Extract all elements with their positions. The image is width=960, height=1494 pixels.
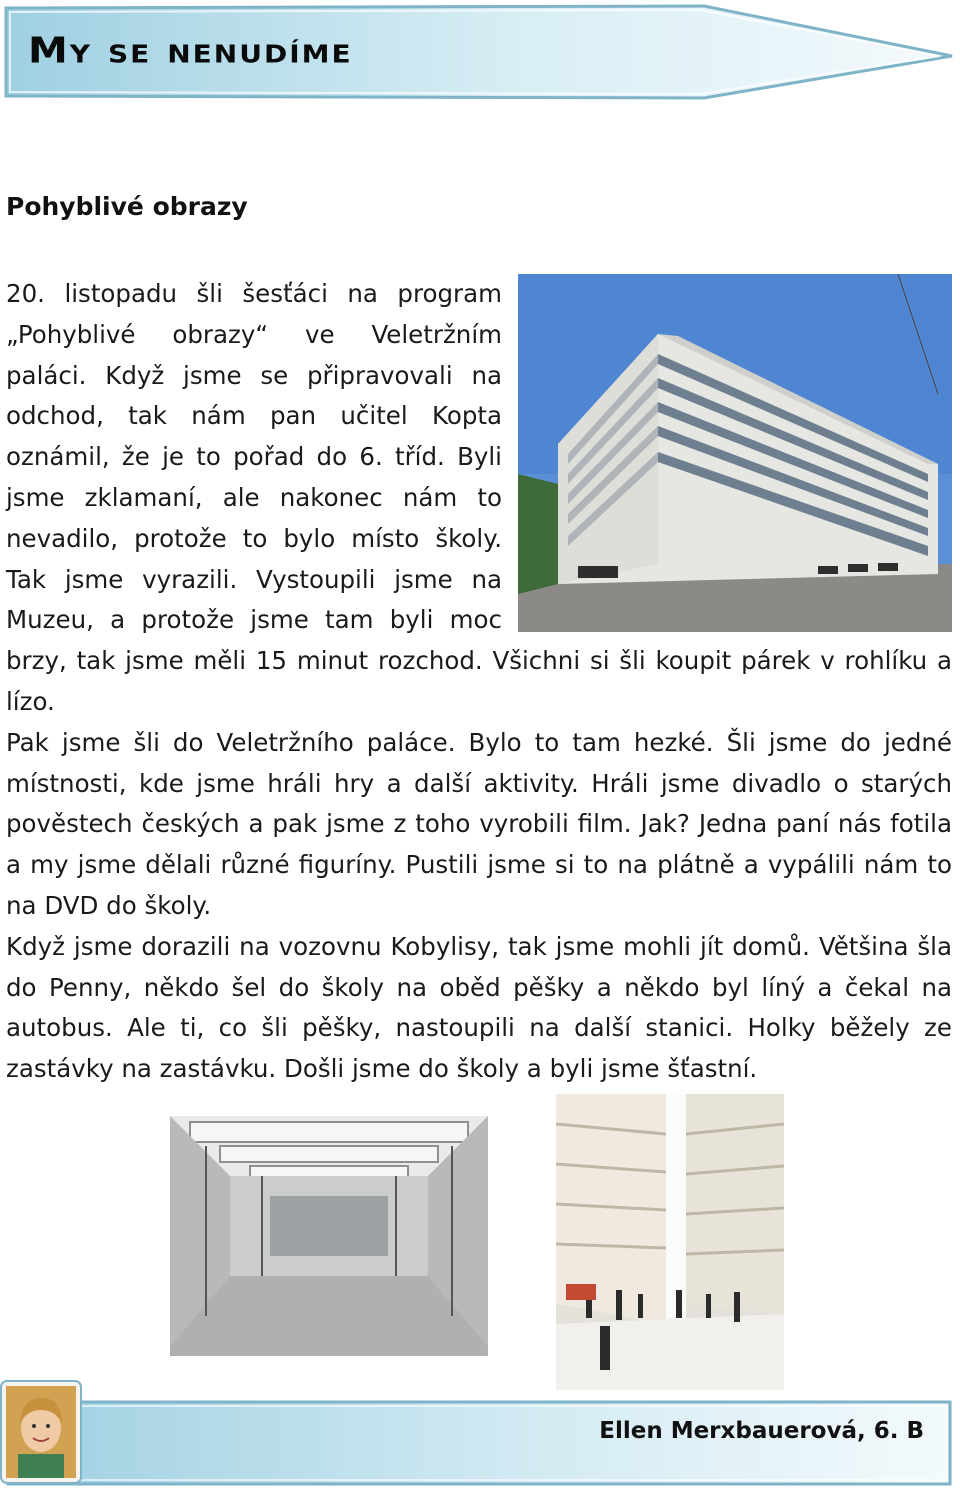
exhibition-hall-photo <box>170 1116 488 1356</box>
author-name: Ellen Merxbauerová, 6. B <box>599 1418 924 1444</box>
article-title: Pohyblivé obrazy <box>6 192 248 221</box>
paragraph-2: Pak jsme šli do Veletržního paláce. Bylo to tam hezké. Šli jsme do jedné místnosti, kde jsme hráli hry a další aktivity. Hráli jsme divadlo o starých pověstech českých a pak jsme z toho vyrobili film. Jak? Jedna paní nás fotila a my jsme dělali různé figuríny. Pustili jsme si to na plátně a vypálili nám to na DVD do školy. <box>6 727 952 920</box>
footer <box>0 1380 960 1494</box>
atrium-photo <box>556 1094 784 1390</box>
veletrzni-palac-photo <box>518 274 952 632</box>
header-banner <box>4 4 956 100</box>
paragraph-1: 20. listopadu šli šesťáci na program „Pohyblivé obrazy“ ve Veletržním paláci. Když jsme se připravovali na odchod, tak nám pan učitel Kopta oznámil, že je to pořad do 6. tříd. Byli jsme zklamaní, ale nakonec nám to nevadilo, protože to bylo místo školy. Tak jsme vyrazili. Vystoupili jsme na Muzeu, a protože jsme tam byli moc brzy, tak jsme měli 15 minut rozchod. Všichni si šli koupit párek v rohlíku a lízo. <box>6 279 952 716</box>
article-body <box>6 274 952 1090</box>
author-avatar <box>0 1380 82 1484</box>
page-title: My se nenudíme <box>28 30 353 72</box>
paragraph-3: Když jsme dorazili na vozovnu Kobylisy, tak jsme mohli jít domů. Většina šla do Penny, někdo šel do školy na oběd pěšky a někdo byl líný a čekal na autobus. Ale ti, co šli pěšky, nastoupili na další stanici. Holky běžely ze zastávky na zastávku. Došli jsme do školy a byli jsme šťastní. <box>6 931 952 1084</box>
